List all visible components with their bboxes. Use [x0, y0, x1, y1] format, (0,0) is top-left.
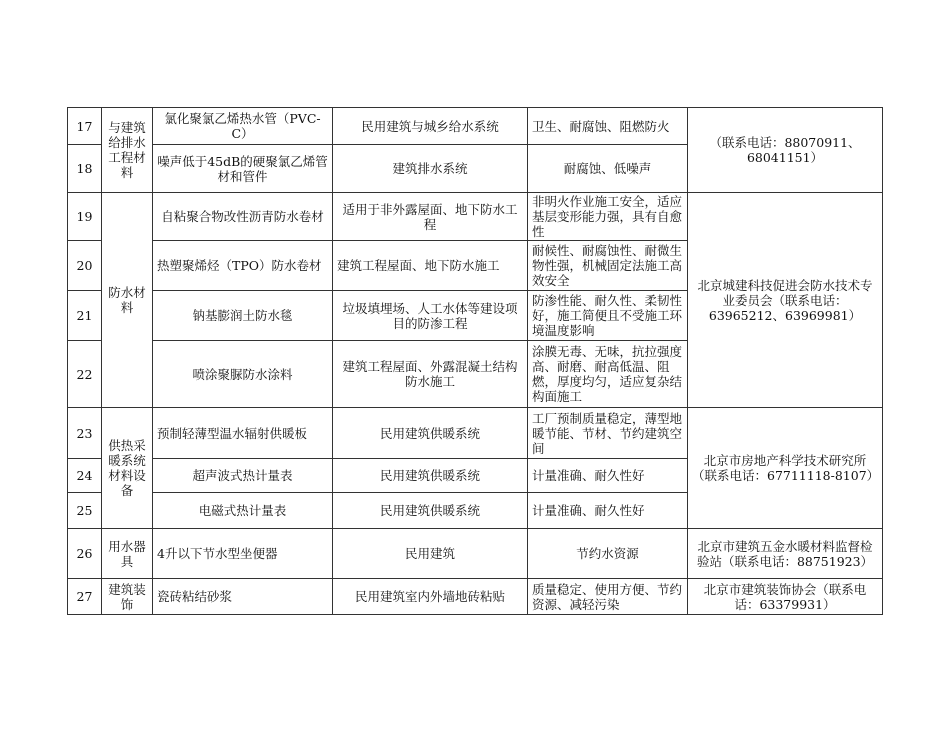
row-number: 26	[68, 529, 102, 579]
application-scope: 民用建筑	[333, 529, 528, 579]
product-name: 自粘聚合物改性沥青防水卷材	[153, 193, 333, 241]
category-cell: 用水器具	[102, 529, 153, 579]
application-scope: 民用建筑供暖系统	[333, 459, 528, 493]
row-number: 21	[68, 291, 102, 341]
product-features: 防渗性能、耐久性、柔韧性好，施工简便且不受施工环境温度影响	[528, 291, 688, 341]
row-number: 18	[68, 145, 102, 193]
application-scope: 建筑工程屋面、外露混凝土结构防水施工	[333, 341, 528, 408]
row-number: 20	[68, 241, 102, 291]
contact-cell: （联系电话：88070911、68041151）	[688, 108, 883, 193]
application-scope: 民用建筑与城乡给水系统	[333, 108, 528, 145]
product-features: 耐候性、耐腐蚀性、耐微生物性强，机械固定法施工高效安全	[528, 241, 688, 291]
product-table	[67, 107, 883, 615]
product-name: 热塑聚烯烃（TPO）防水卷材	[153, 241, 333, 291]
product-features: 质量稳定、使用方便、节约资源、减轻污染	[528, 579, 688, 615]
product-name: 钠基膨润土防水毯	[153, 291, 333, 341]
product-name: 预制轻薄型温水辐射供暖板	[153, 408, 333, 459]
contact-cell: 北京市建筑五金水暖材料监督检验站（联系电话：88751923）	[688, 529, 883, 579]
row-number: 27	[68, 579, 102, 615]
category-cell: 与建筑给排水工程材料	[102, 108, 153, 193]
table-row	[68, 193, 883, 241]
product-name: 喷涂聚脲防水涂料	[153, 341, 333, 408]
application-scope: 适用于非外露屋面、地下防水工程	[333, 193, 528, 241]
application-scope: 建筑排水系统	[333, 145, 528, 193]
product-name: 氯化聚氯乙烯热水管（PVC-C）	[153, 108, 333, 145]
product-name: 瓷砖粘结砂浆	[153, 579, 333, 615]
category-cell: 防水材料	[102, 193, 153, 408]
application-scope: 民用建筑供暖系统	[333, 408, 528, 459]
table-row	[68, 108, 883, 145]
product-name: 4升以下节水型坐便器	[153, 529, 333, 579]
row-number: 24	[68, 459, 102, 493]
contact-cell: 北京市房地产科学技术研究所（联系电话：67711118-8107）	[688, 408, 883, 529]
table-row	[68, 529, 883, 579]
row-number: 25	[68, 493, 102, 529]
row-number: 19	[68, 193, 102, 241]
application-scope: 民用建筑室内外墙地砖粘贴	[333, 579, 528, 615]
product-features: 工厂预制质量稳定，薄型地暖节能、节材、节约建筑空间	[528, 408, 688, 459]
product-features: 计量准确、耐久性好	[528, 459, 688, 493]
product-name: 超声波式热计量表	[153, 459, 333, 493]
category-cell: 建筑装饰	[102, 579, 153, 615]
product-features: 计量准确、耐久性好	[528, 493, 688, 529]
application-scope: 民用建筑供暖系统	[333, 493, 528, 529]
product-features: 非明火作业施工安全，适应基层变形能力强，具有自愈性	[528, 193, 688, 241]
product-name: 噪声低于45dB的硬聚氯乙烯管材和管件	[153, 145, 333, 193]
contact-cell: 北京市建筑装饰协会（联系电话：63379931）	[688, 579, 883, 615]
row-number: 22	[68, 341, 102, 408]
contact-cell: 北京城建科技促进会防水技术专业委员会（联系电话：63965212、63969981）	[688, 193, 883, 408]
product-features: 卫生、耐腐蚀、阻燃防火	[528, 108, 688, 145]
product-features: 节约水资源	[528, 529, 688, 579]
product-name: 电磁式热计量表	[153, 493, 333, 529]
product-features: 耐腐蚀、低噪声	[528, 145, 688, 193]
row-number: 23	[68, 408, 102, 459]
category-cell: 供热采暖系统材料设备	[102, 408, 153, 529]
application-scope: 建筑工程屋面、地下防水施工	[333, 241, 528, 291]
product-features: 涂膜无毒、无味，抗拉强度高、耐磨、耐高低温、阻燃，厚度均匀，适应复杂结构面施工	[528, 341, 688, 408]
row-number: 17	[68, 108, 102, 145]
table-row	[68, 408, 883, 459]
table-row	[68, 579, 883, 615]
application-scope: 垃圾填埋场、人工水体等建设项目的防渗工程	[333, 291, 528, 341]
